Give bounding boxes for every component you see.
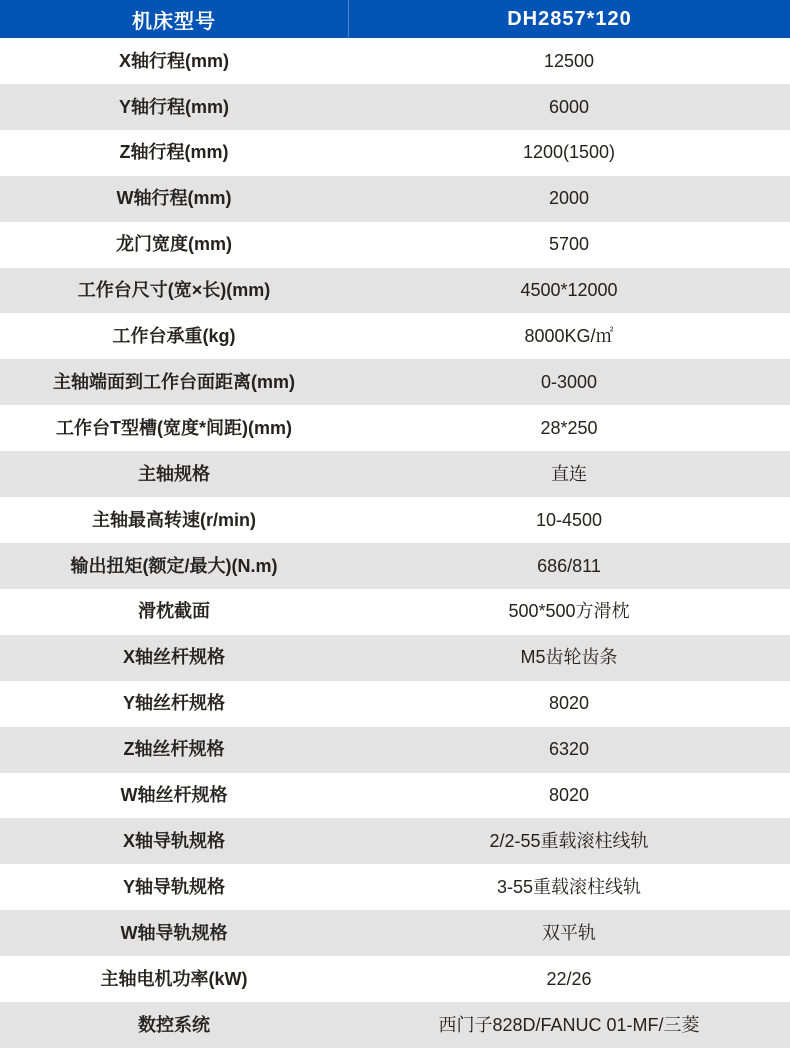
table-row <box>0 727 790 773</box>
table-row <box>0 497 790 543</box>
spec-value: 22/26 <box>546 968 592 989</box>
table-row <box>0 681 790 727</box>
spec-value: 双平轨 <box>542 922 596 943</box>
header-model-label: 机床型号 <box>132 10 216 33</box>
table-row <box>0 589 790 635</box>
spec-label: Z轴丝杆规格 <box>123 739 225 760</box>
table-row <box>0 222 790 268</box>
spec-label: 龙门宽度(mm) <box>116 234 232 255</box>
table-row <box>0 818 790 864</box>
spec-label: X轴导轨规格 <box>122 831 225 852</box>
spec-label: 主轴电机功率(kW) <box>100 968 248 989</box>
header-model-value: DH2857*120 <box>348 0 790 38</box>
table-row <box>0 38 790 84</box>
table-row <box>0 910 790 956</box>
spec-value: 8020 <box>548 785 590 806</box>
table-row <box>0 268 790 314</box>
spec-label: 工作台T型槽(宽度*间距)(mm) <box>56 417 292 438</box>
table-row <box>0 956 790 1002</box>
table-row <box>0 176 790 222</box>
spec-rows <box>0 38 790 1048</box>
table-row <box>0 130 790 176</box>
spec-value: 500*500方滑枕 <box>508 601 630 622</box>
table-row <box>0 84 790 130</box>
table-row <box>0 313 790 359</box>
spec-label: Y轴导轨规格 <box>122 876 225 897</box>
spec-value: 0-3000 <box>540 371 598 392</box>
spec-value: 直连 <box>551 463 587 484</box>
spec-label: 主轴最高转速(r/min) <box>92 509 256 530</box>
spec-value: 12500 <box>543 50 595 71</box>
spec-label: X轴丝杆规格 <box>122 647 225 668</box>
spec-label: Z轴行程(mm) <box>119 142 229 163</box>
spec-value: 28*250 <box>540 417 598 438</box>
spec-value: 10-4500 <box>535 509 603 530</box>
table-row <box>0 543 790 589</box>
table-row <box>0 773 790 819</box>
spec-value: 1200(1500) <box>522 142 616 163</box>
table-row <box>0 864 790 910</box>
spec-value: 6320 <box>548 739 590 760</box>
spec-label: 输出扭矩(额定/最大)(N.m) <box>70 555 278 576</box>
spec-value: 2000 <box>548 188 590 209</box>
spec-label: X轴行程(mm) <box>118 50 229 71</box>
spec-label: W轴丝杆规格 <box>120 785 228 806</box>
spec-table-header <box>0 0 790 38</box>
table-row <box>0 635 790 681</box>
spec-label: 主轴端面到工作台面距离(mm) <box>53 371 295 392</box>
spec-label: 数控系统 <box>138 1014 210 1035</box>
spec-label: 滑枕截面 <box>138 601 210 622</box>
spec-value: 8020 <box>548 693 590 714</box>
spec-value: 8000KG/㎡ <box>524 326 614 347</box>
spec-value: M5齿轮齿条 <box>520 647 618 668</box>
spec-label: Y轴行程(mm) <box>118 96 229 117</box>
spec-value: 3-55重载滚柱线轨 <box>496 876 642 897</box>
spec-value: 5700 <box>548 234 590 255</box>
spec-label: W轴导轨规格 <box>120 922 228 943</box>
spec-value: 6000 <box>548 96 590 117</box>
spec-value: 686/811 <box>537 555 601 576</box>
spec-value: 4500*12000 <box>520 280 618 301</box>
spec-label: 工作台尺寸(宽×长)(mm) <box>77 280 271 301</box>
table-row <box>0 405 790 451</box>
spec-value: 西门子828D/FANUC 01-MF/三菱 <box>438 1014 700 1035</box>
table-row <box>0 359 790 405</box>
spec-label: 主轴规格 <box>138 463 210 484</box>
table-row <box>0 451 790 497</box>
spec-value: 2/2-55重载滚柱线轨 <box>489 831 649 852</box>
spec-label: W轴行程(mm) <box>116 188 232 209</box>
spec-label: Y轴丝杆规格 <box>122 693 225 714</box>
table-row <box>0 1002 790 1048</box>
spec-label: 工作台承重(kg) <box>112 326 236 347</box>
